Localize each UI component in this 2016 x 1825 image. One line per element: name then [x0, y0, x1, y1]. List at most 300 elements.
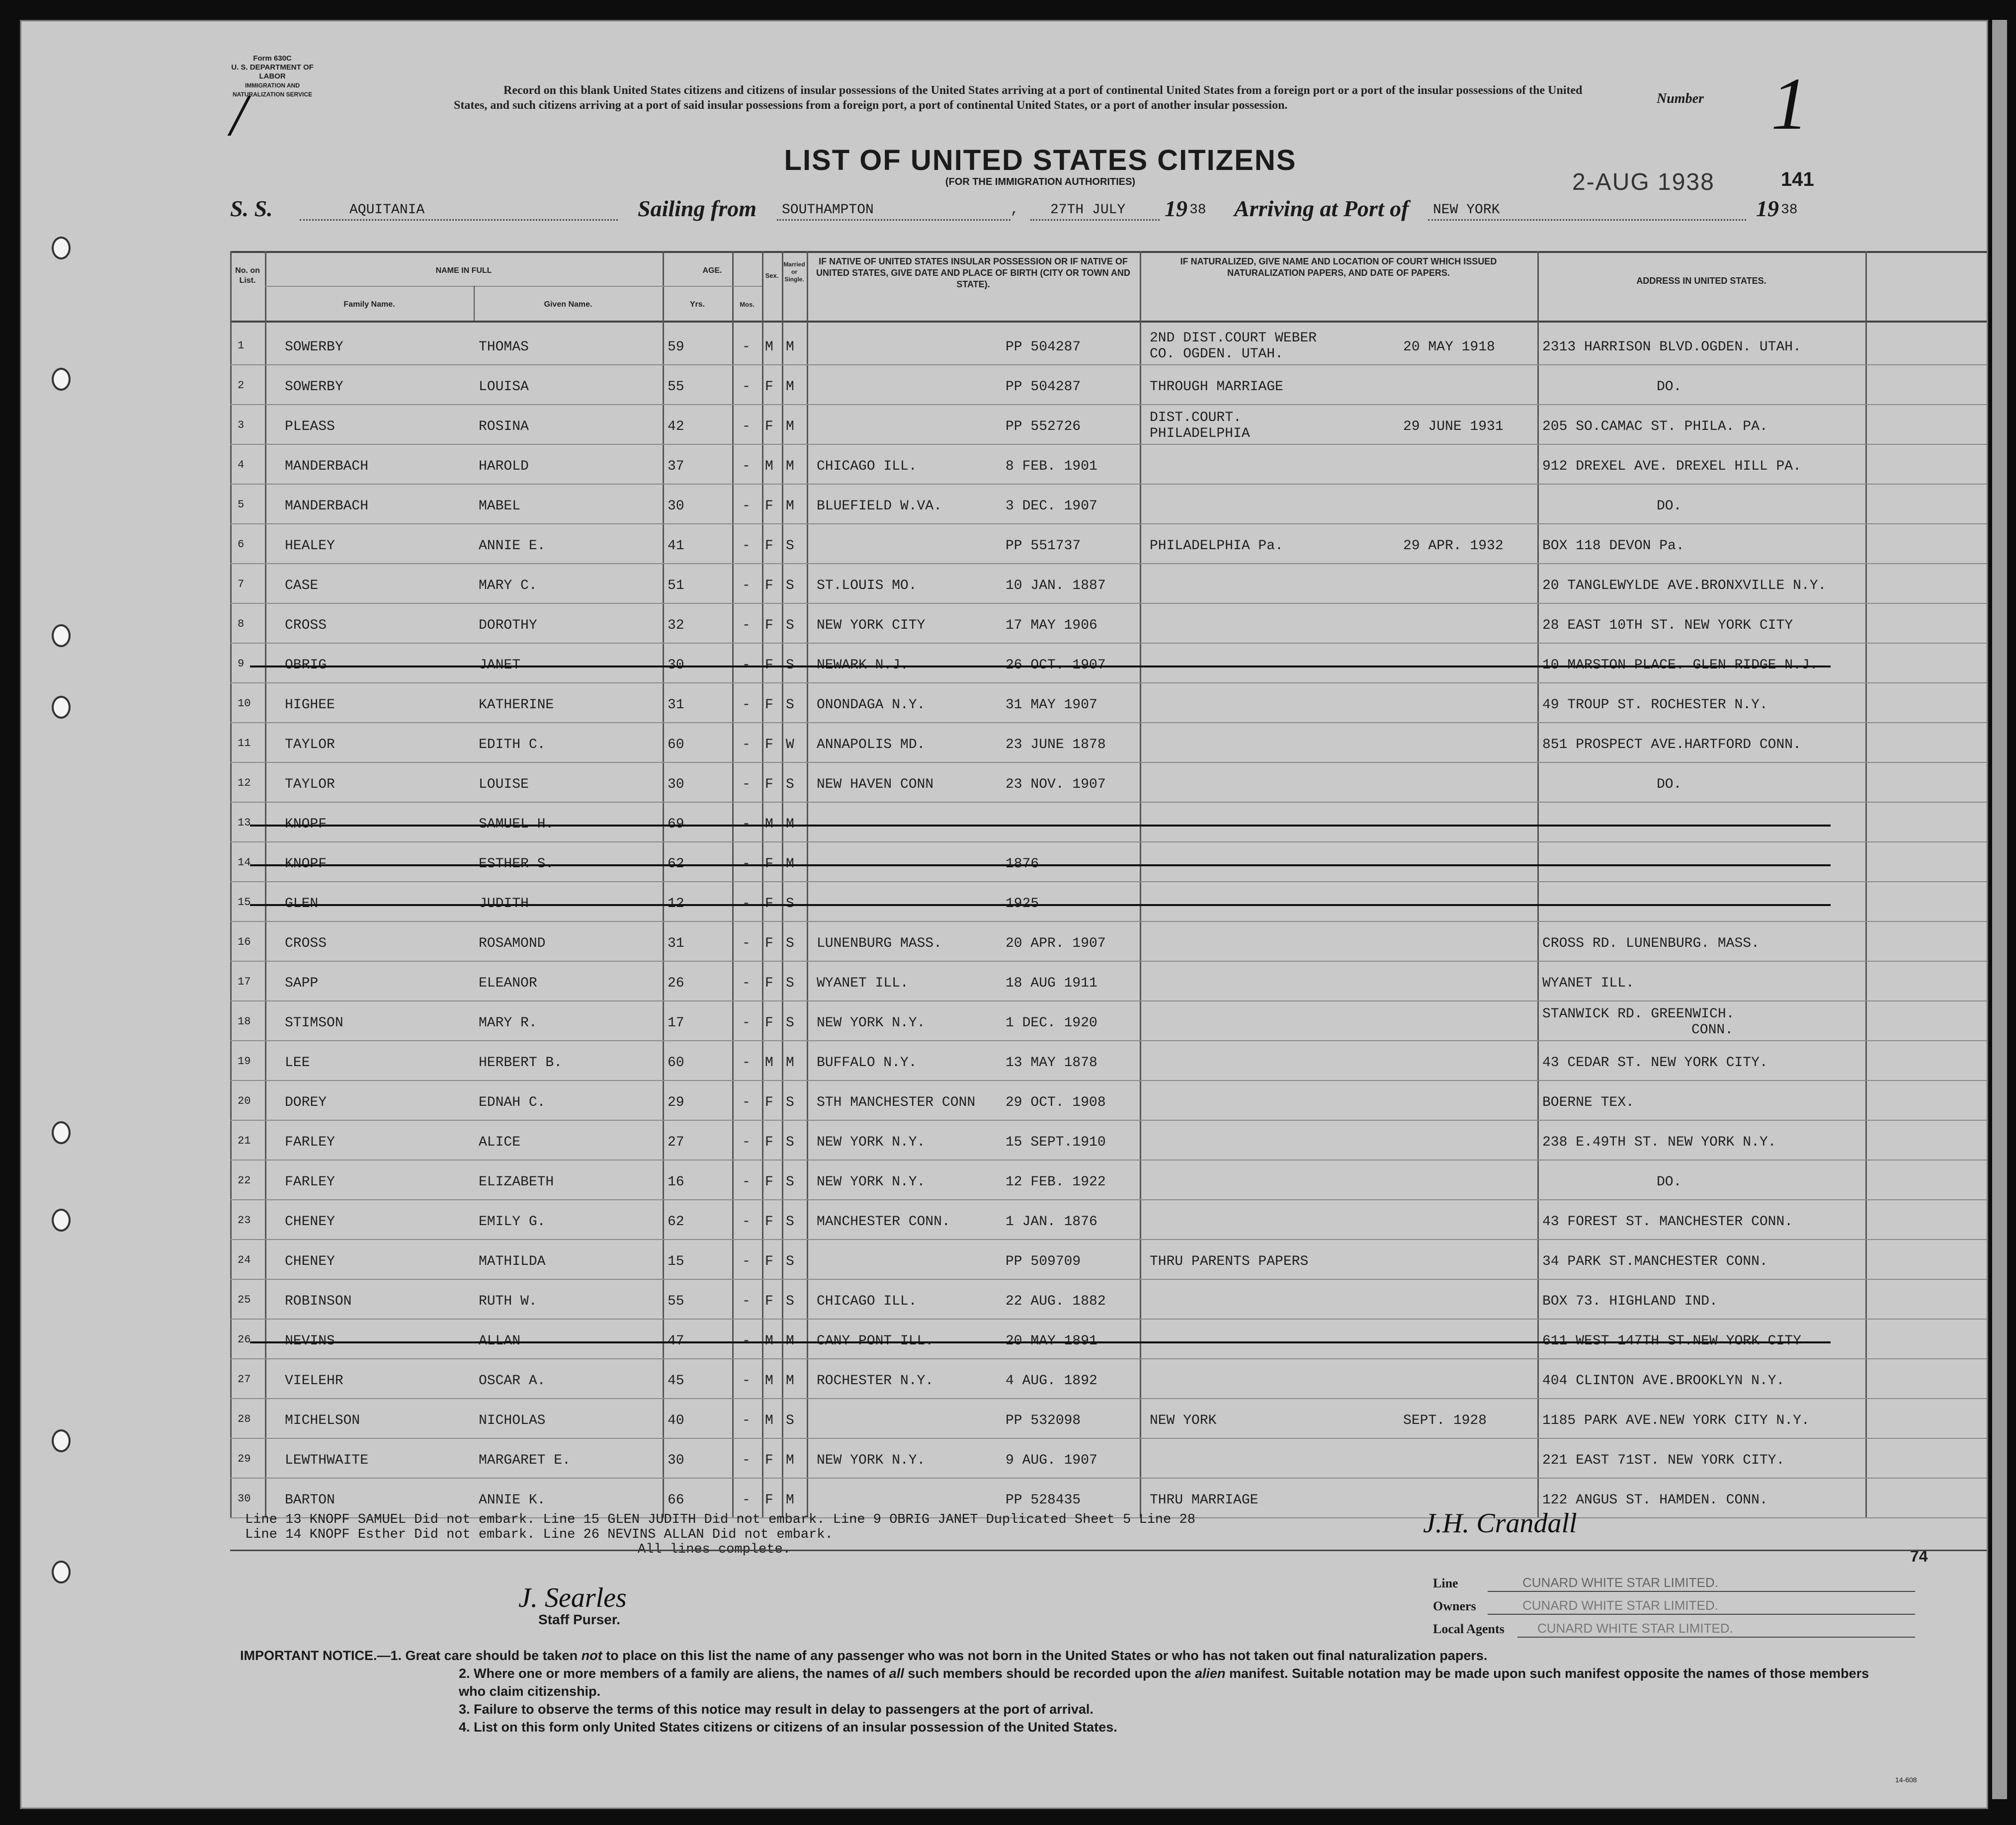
table-row [230, 564, 1988, 604]
given-name: MATHILDA [479, 1254, 546, 1269]
naturalization-court: THRU MARRIAGE [1150, 1493, 1259, 1508]
age-years: 16 [668, 1174, 684, 1190]
sailing-from-label: Sailing from [638, 196, 757, 221]
birth-date: 4 AUG. 1892 [1006, 1373, 1097, 1389]
family-name: CROSS [285, 936, 327, 951]
family-name: CHENEY [285, 1254, 335, 1269]
given-name: MARY R. [479, 1015, 537, 1031]
arriving-label: Arriving at Port of [1234, 196, 1409, 221]
table-row [230, 644, 1988, 683]
naturalization-court: 2ND DIST.COURT WEBER [1150, 331, 1317, 346]
age-years: 27 [668, 1135, 684, 1150]
marital-status: M [786, 459, 794, 474]
row-number: 15 [238, 896, 251, 909]
family-name: VIELEHR [285, 1373, 343, 1389]
naturalization-court: PHILADELPHIA Pa. [1150, 538, 1283, 554]
naturalization-court: DIST.COURT. [1150, 410, 1242, 425]
table-row [230, 1399, 1988, 1439]
marital-status: M [786, 856, 794, 872]
age-months: - [742, 1055, 751, 1071]
address: 49 TROUP ST. ROCHESTER N.Y. [1542, 697, 1768, 713]
birth-date: 22 AUG. 1882 [1006, 1294, 1106, 1309]
table-row [230, 1041, 1988, 1081]
table-row [230, 326, 1988, 365]
marital-status: S [786, 1214, 794, 1230]
given-name: EDITH C. [479, 737, 546, 752]
row-number: 10 [238, 697, 251, 710]
sex: F [765, 1453, 773, 1468]
sex: F [765, 379, 773, 395]
given-name: NICHOLAS [479, 1413, 546, 1428]
family-name: CHENEY [285, 1214, 335, 1230]
marital-status: S [786, 777, 794, 792]
marital-status: S [786, 1413, 794, 1428]
birth-date: PP 528435 [1006, 1493, 1081, 1508]
agents-value: CUNARD WHITE STAR LIMITED. [1537, 1621, 1733, 1636]
row-number: 8 [238, 618, 245, 630]
given-name: HAROLD [479, 459, 529, 474]
birth-place: ROCHESTER N.Y. [817, 1373, 934, 1389]
row-number: 11 [238, 737, 251, 749]
given-name: RUTH W. [479, 1294, 537, 1309]
marital-status: M [786, 339, 794, 355]
birth-place: NEW YORK N.Y. [817, 1453, 925, 1468]
age-months: - [742, 697, 751, 713]
header-family-name: Family Name. [343, 300, 395, 309]
family-name: ROBINSON [285, 1294, 352, 1309]
address: 28 EAST 10TH ST. NEW YORK CITY [1542, 618, 1793, 633]
address: BOERNE TEX. [1542, 1095, 1634, 1110]
sex: F [765, 578, 773, 593]
age-months: - [742, 856, 751, 872]
marital-status: S [786, 1174, 794, 1190]
table-row [230, 922, 1988, 962]
birth-date: 8 FEB. 1901 [1006, 459, 1097, 474]
birth-date: 3 DEC. 1907 [1006, 498, 1097, 514]
table-row [230, 485, 1988, 524]
row-number: 9 [238, 658, 245, 670]
age-years: 69 [668, 817, 684, 832]
family-name: TAYLOR [285, 737, 335, 752]
birth-place: ONONDAGA N.Y. [817, 697, 925, 713]
age-months: - [742, 578, 751, 593]
address: CROSS RD. LUNENBURG. MASS. [1542, 936, 1760, 951]
row-number: 27 [238, 1373, 251, 1386]
sex: F [765, 1095, 773, 1110]
purser-signature: J. Searles [518, 1582, 627, 1613]
family-name: GLEN [285, 896, 319, 912]
table-row [230, 723, 1988, 763]
address: DO. [1657, 498, 1682, 514]
arrival-date-stamp: 2-AUG 1938 [1572, 169, 1715, 195]
birth-date: 20 MAY 1891 [1006, 1333, 1097, 1349]
age-months: - [742, 459, 751, 474]
family-name: BARTON [285, 1493, 335, 1508]
arriving-port: NEW YORK [1433, 202, 1500, 218]
table-row [230, 962, 1988, 1001]
passenger-table [230, 251, 1988, 1518]
strike-through-line [250, 864, 1831, 866]
sex: F [765, 856, 773, 872]
given-name: ALLAN [479, 1333, 521, 1349]
birth-place: ST.LOUIS MO. [817, 578, 917, 593]
number-label: Number [1657, 91, 1704, 106]
age-years: 32 [668, 618, 684, 633]
handwritten-initials: J.H. Crandall [1423, 1508, 1577, 1539]
punch-hole [52, 1121, 71, 1144]
row-number: 29 [238, 1453, 251, 1465]
given-name: ALICE [479, 1135, 521, 1150]
strike-through-line [250, 665, 1831, 667]
table-row [230, 763, 1988, 803]
marital-status: S [786, 1015, 794, 1031]
given-name: HERBERT B. [479, 1055, 563, 1071]
age-months: - [742, 976, 751, 991]
family-name: LEE [285, 1055, 310, 1071]
given-name: KATHERINE [479, 697, 554, 713]
arrival-year: 38 [1781, 202, 1798, 218]
form-number: Form 630C [253, 54, 292, 63]
given-name: ROSINA [479, 419, 529, 434]
birth-date: 17 MAY 1906 [1006, 618, 1097, 633]
address: BOX 118 DEVON Pa. [1542, 538, 1684, 554]
age-years: 29 [668, 1095, 684, 1110]
marital-status: S [786, 1294, 794, 1309]
age-months: - [742, 817, 751, 832]
birth-date: 26 OCT. 1907 [1006, 658, 1106, 673]
notice-3: 3. Failure to observe the terms of this notice may result in delay to passengers at the port of arrival. [459, 1702, 1093, 1717]
table-row [230, 1161, 1988, 1200]
sex: F [765, 1493, 773, 1508]
age-months: - [742, 419, 751, 434]
age-years: 30 [668, 1453, 684, 1468]
sailing-port: SOUTHAMPTON [782, 202, 874, 218]
sex: F [765, 538, 773, 554]
age-months: - [742, 618, 751, 633]
marital-status: S [786, 578, 794, 593]
remarks-line-2: Line 14 KNOPF Esther Did not embark. Line 26 NEVINS ALLAN Did not embark. [245, 1527, 833, 1542]
header-address: ADDRESS IN UNITED STATES. [1636, 276, 1766, 286]
row-number: 1 [238, 339, 245, 352]
birth-place: CHICAGO ILL. [817, 1294, 917, 1309]
family-name: KNOPF [285, 856, 327, 872]
header-sex: Sex. [765, 272, 779, 279]
age-months: - [742, 737, 751, 752]
marital-status: M [786, 1453, 794, 1468]
address: 205 SO.CAMAC ST. PHILA. PA. [1542, 419, 1768, 434]
sex: F [765, 976, 773, 991]
header-age: AGE. [702, 266, 722, 275]
given-name: DOROTHY [479, 618, 537, 633]
given-name: JANET [479, 658, 521, 673]
family-name: SAPP [285, 976, 319, 991]
age-months: - [742, 936, 751, 951]
address: 2313 HARRISON BLVD.OGDEN. UTAH. [1542, 339, 1801, 355]
address: 238 E.49TH ST. NEW YORK N.Y. [1542, 1135, 1776, 1150]
address: DO. [1657, 777, 1682, 792]
sex: F [765, 936, 773, 951]
sex: F [765, 1174, 773, 1190]
header-mos: Mos. [740, 301, 755, 308]
punch-hole [52, 237, 71, 259]
important-notice: IMPORTANT NOTICE.—1. Great care should be taken not to place on this list the name of any passenger who was not born in the United States or who has not taken out final naturalization papers. 2. Where one or more members of a family are aliens, the names of all such members should be recorded upon the alien manifest. Suitable notation may be made upon such manifest opposite the names of those members who claim citizenship. 3. Failure to observe the terms of this notice may result in delay to passengers at the port of arrival. 4. List on this form only United States citizens or citizens of an insular possession of the United States. [240, 1647, 1890, 1736]
department-name: U. S. DEPARTMENT OF LABOR [231, 63, 314, 81]
table-row [230, 842, 1988, 882]
age-years: 41 [668, 538, 684, 554]
age-years: 31 [668, 697, 684, 713]
birth-place: NEW YORK CITY [817, 618, 925, 633]
age-years: 40 [668, 1413, 684, 1428]
row-number: 26 [238, 1333, 251, 1346]
sex: F [765, 1214, 773, 1230]
naturalization-court: THROUGH MARRIAGE [1150, 379, 1283, 395]
age-months: - [742, 538, 751, 554]
row-number: 25 [238, 1294, 251, 1306]
row-number: 12 [238, 777, 251, 789]
address: 221 EAST 71ST. NEW YORK CITY. [1542, 1453, 1785, 1468]
line-value: CUNARD WHITE STAR LIMITED. [1522, 1575, 1718, 1590]
family-name: MICHELSON [285, 1413, 360, 1428]
birth-date: 13 MAY 1878 [1006, 1055, 1097, 1071]
header-naturalized: IF NATURALIZED, GIVE NAME AND LOCATION OF COURT WHICH ISSUED NATURALIZATION PAPERS, AND DATE OF PAPERS. [1180, 256, 1497, 278]
marital-status: S [786, 618, 794, 633]
table-row [230, 803, 1988, 842]
birth-place: LUNENBURG MASS. [817, 936, 942, 951]
age-years: 30 [668, 498, 684, 514]
marital-status: M [786, 1055, 794, 1071]
given-name: LOUISE [479, 777, 529, 792]
table-row [230, 1320, 1988, 1359]
age-years: 45 [668, 1373, 684, 1389]
table-row [230, 683, 1988, 723]
row-number: 18 [238, 1015, 251, 1028]
table-row [230, 1439, 1988, 1479]
birth-date: 18 AUG 1911 [1006, 976, 1097, 991]
given-name: MARY C. [479, 578, 537, 593]
birth-date: 31 MAY 1907 [1006, 697, 1097, 713]
address: STANWICK RD. GREENWICH. [1542, 1006, 1735, 1022]
given-name: EMILY G. [479, 1214, 546, 1230]
birth-date: 15 SEPT.1910 [1006, 1135, 1106, 1150]
row-number: 4 [238, 459, 245, 471]
sex: F [765, 697, 773, 713]
agents-label: Local Agents [1433, 1622, 1505, 1636]
age-months: - [742, 1214, 751, 1230]
family-name: PLEASS [285, 419, 335, 434]
sex: M [765, 459, 773, 474]
address: 43 FOREST ST. MANCHESTER CONN. [1542, 1214, 1793, 1230]
age-years: 59 [668, 339, 684, 355]
given-name: MARGARET E. [479, 1453, 571, 1468]
age-years: 37 [668, 459, 684, 474]
sex: M [765, 339, 773, 355]
marital-status: M [786, 498, 794, 514]
age-years: 12 [668, 896, 684, 912]
family-name: KNOPF [285, 817, 327, 832]
naturalization-court: THRU PARENTS PAPERS [1150, 1254, 1309, 1269]
marital-status: M [786, 1333, 794, 1349]
age-years: 17 [668, 1015, 684, 1031]
sailing-year: 38 [1189, 202, 1206, 218]
age-months: - [742, 1453, 751, 1468]
owners-value: CUNARD WHITE STAR LIMITED. [1522, 1598, 1718, 1613]
birth-place: BUFFALO N.Y. [817, 1055, 917, 1071]
age-years: 26 [668, 976, 684, 991]
sex: M [765, 817, 773, 832]
manifest-sheet: Form 630C U. S. DEPARTMENT OF LABOR IMMIGRATION AND NATURALIZATION SERVICE / Record on this blank United States citizens and citizens of insular possessions of the United States arriving at a port of continental United States from a foreign port or a port of the insular possessions of the United States, and such citizens arriving at a port of said insular possessions from a foreign port, a port of continental United States, or a port of another insular possession. Number 1 141 LIST OF UNITED STATES CITIZENS (FOR THE IMMIGRATION AUTHORITIES) S. S. AQUITANIA Sailing from SOUTHAMPTON , 27TH JULY 19 38 Arriving at Port of NEW YORK 19 38 2-AUG 1938 No. on List. NAME IN FULL Family Name. Given Name. AGE. Yrs. Mos. Sex. Married or Single. IF NATIVE OF UNITED STATES INSULAR POSSESSION OR IF NATIVE OF UNITED STATES, GIVE DATE AND PLACE OF BIRTH (CITY OR TOWN AND STATE). IF NATURALIZED, GIVE NAME AND LOCATION OF COURT WHICH ISSUED NATURALIZATION PAPERS, AND DATE OF PAPERS. ADDRESS IN UNITED STATES. 1 SOWERBY THOMAS 59 - M M PP 504287 2ND DIST.COURT WEBER 20 MAY 1918 2313 HARRISON BLVD.OGDEN. UTAH. CO. OGDEN. UTAH. 2 SOWERBY LOUISA 55 - F M PP 504287 THROUGH MARRIAGE DO. 3 PLEASS ROSINA 42 - F M PP 552726 DIST.COURT. 29 JUNE 1931 205 SO.CAMAC ST. PHILA. PA. PHILADELPHIA 4 MANDERBACH HAROLD 37 - M M CHICAGO ILL. 8 FEB. 1901 912 DREXEL AVE. DREXEL HILL PA. 5 MANDERBACH MABEL 30 - F M BLUEFIELD W.VA. 3 DEC. 1907 DO. 6 HEALEY ANNIE E. 41 - F S PP 551737 PHILADELPHIA Pa. 29 APR. 1932 BOX 118 DEVON Pa. 7 CASE MARY C. 51 - F S ST.LOUIS MO. 10 JAN. 1887 20 TANGLEWYLDE AVE.BRONXVILLE N.Y. 8 CROSS DOROTHY 32 - F S NEW YORK CITY 17 MAY 1906 28 EAST 10TH ST. NEW YORK CITY 9 OBRIG JANET 30 - F S NEWARK N.J. 26 OCT. 1907 10 MARSTON PLACE. GLEN RIDGE N.J. 10 HIGHEE KATHERINE 31 - F S ONONDAGA N.Y. 31 MAY 1907 49 TROUP ST. ROCHESTER N.Y. 11 TAYLOR EDITH C. 60 - F W ANNAPOLIS MD. 23 JUNE 1878 851 PROSPECT AVE.HARTFORD CONN. 12 TAYLOR LOUISE 30 - F S NEW HAVEN CONN 23 NOV. 1907 DO. 13 KNOPF SAMUEL H. 69 - M M 14 KNOPF ESTHER S. 62 - F M 1876 15 GLEN JUDITH 12 - F S 1925 16 CROSS ROSAMOND 31 - F S LUNENBURG MASS. 20 APR. 1907 CROSS RD. LUNENBURG. MASS. 17 SAPP ELEANOR 26 - F S WYANET ILL. 18 AUG 1911 WYANET ILL. 18 STIMSON MARY R. 17 - F S NEW YORK N.Y. 1 DEC. 1920 STANWICK RD. GREENWICH. CONN. 19 LEE HERBERT B. 60 - M M BUFFALO N.Y. 13 MAY 1878 43 CEDAR ST. NEW YORK CITY. 20 DOREY EDNAH C. 29 - F S STH MANCHESTER CONN 29 OCT. 1908 BOERNE TEX. 21 FARLEY ALICE 27 - F S NEW YORK N.Y. 15 SEPT.1910 238 E.49TH ST. NEW YORK N.Y. 22 FARLEY ELIZABETH 16 - F S NEW YORK N.Y. 12 FEB. 1922 DO. 23 CHENEY EMILY G. 62 - F S MANCHESTER CONN. 1 JAN. 1876 43 FOREST ST. MANCHESTER CONN. 24 CHENEY MATHILDA 15 - F S PP 509709 THRU PARENTS PAPERS 34 PARK ST.MANCHESTER CONN. 25 ROBINSON RUTH W. 55 - F S CHICAGO ILL. 22 AUG. 1882 BOX 73. HIGHLAND IND. 26 NEVINS ALLAN 47 - M M CANY PONT ILL. 20 MAY 1891 611 WEST 147TH ST.NEW YORK CITY 27 VIELEHR OSCAR A. 45 - M M ROCHESTER N.Y. 4 AUG. 1892 404 CLINTON AVE.BROOKLYN N.Y. 28 MICHELSON NICHOLAS 40 - M S PP 532098 NEW YORK SEPT. 1928 1185 PARK AVE.NEW YORK CITY N.Y. 29 LEWTHWAITE MARGARET E. 30 - F M NEW YORK N.Y. 9 AUG. 1907 221 EAST 71ST. NEW YORK CITY. 30 BARTON ANNIE K. 66 - F M PP 528435 THRU MARRIAGE 122 ANGUS ST. HAMDEN. CONN. Line 13 KNOPF SAMUEL Did not embark. Line 15 GLEN JUDITH Did not embark. Line 9 OBRIG JANET Duplicated Sheet 5 Line 28 Line 14 KNOPF Esther Did not embark. Line 26 NEVINS ALLAN Did not embark. All lines complete. J.H. Crandall 74 J. Searles Staff Purser. Line CUNARD WHITE STAR LIMITED. Owners CUNARD WHITE STAR LIMITED. Local Agents CUNARD WHITE STAR LIMITED. IMPORTANT NOTICE.—1. Great care should be taken not to place on this list the name of any passenger who was not born in the United States or who has not taken out final naturalization papers. 2. Where one or more members of a family are aliens, the names of all such members should be recorded upon the alien manifest. Suitable notation may be made upon such manifest opposite the names of those members who claim citizenship. 3. Failure to observe the terms of this notice may result in delay to passengers at the port of arrival. 4. List on this form only United States citizens or citizens of an insular possession of the United States. 14-608 [20, 20, 1988, 1809]
naturalization-date: 29 JUNE 1931 [1403, 419, 1504, 434]
address: DO. [1657, 1174, 1682, 1190]
arrival-year-prefix: 19 [1756, 196, 1779, 221]
sex: F [765, 1254, 773, 1269]
notice-heading: IMPORTANT NOTICE.— [240, 1648, 391, 1663]
birth-date: PP 504287 [1006, 379, 1081, 395]
table-row [230, 1081, 1988, 1121]
birth-date: 20 APR. 1907 [1006, 936, 1106, 951]
family-name: FARLEY [285, 1174, 335, 1190]
address: 34 PARK ST.MANCHESTER CONN. [1542, 1254, 1768, 1269]
address: 10 MARSTON PLACE. GLEN RIDGE N.J. [1542, 658, 1818, 673]
given-name: SAMUEL H. [479, 817, 554, 832]
birth-date: 12 FEB. 1922 [1006, 1174, 1106, 1190]
given-name: THOMAS [479, 339, 529, 355]
sailing-date: 27TH JULY [1050, 202, 1126, 218]
header-name-in-full: NAME IN FULL [435, 266, 492, 275]
header-given-name: Given Name. [544, 300, 592, 309]
marital-status: S [786, 1095, 794, 1110]
row-number: 6 [238, 538, 245, 551]
row-number: 3 [238, 419, 245, 431]
table-row [230, 1359, 1988, 1399]
page-title: LIST OF UNITED STATES CITIZENS [784, 144, 1297, 176]
marital-status: M [786, 419, 794, 434]
given-name: ESTHER S. [479, 856, 554, 872]
line-label: Line [1433, 1576, 1458, 1590]
header-birth: IF NATIVE OF UNITED STATES INSULAR POSSESSION OR IF NATIVE OF UNITED STATES, GIVE DATE AND PLACE OF BIRTH (CITY OR TOWN AND STATE). [816, 256, 1130, 289]
age-months: - [742, 1294, 751, 1309]
owners-label: Owners [1433, 1599, 1476, 1613]
birth-place: CHICAGO ILL. [817, 459, 917, 474]
birth-place: CANY PONT ILL. [817, 1333, 934, 1349]
ss-label: S. S. [230, 196, 273, 221]
age-months: - [742, 1174, 751, 1190]
naturalization-date: 29 APR. 1932 [1403, 538, 1504, 554]
sex: F [765, 896, 773, 912]
birth-date: 23 NOV. 1907 [1006, 777, 1106, 792]
line-count: 74 [1910, 1547, 1928, 1565]
strike-through-line [250, 825, 1831, 827]
sex: F [765, 618, 773, 633]
table-row [230, 1200, 1988, 1240]
sex: F [765, 498, 773, 514]
birth-date: 1 DEC. 1920 [1006, 1015, 1097, 1031]
marital-status: M [786, 817, 794, 832]
notice-4: 4. List on this form only United States citizens or citizens of an insular possession of the United States. [459, 1720, 1117, 1735]
birth-place: MANCHESTER CONN. [817, 1214, 950, 1230]
form-code: 14-608 [1895, 1776, 1917, 1784]
given-name: ELEANOR [479, 976, 537, 991]
naturalization-date: SEPT. 1928 [1403, 1413, 1487, 1428]
naturalization-court-line-2: CO. OGDEN. UTAH. [1150, 346, 1283, 362]
address: DO. [1657, 379, 1682, 395]
age-years: 60 [668, 737, 684, 752]
family-name: HIGHEE [285, 697, 335, 713]
address-line-2: CONN. [1691, 1022, 1734, 1038]
given-name: ELIZABETH [479, 1174, 554, 1190]
birth-place: STH MANCHESTER CONN [817, 1095, 976, 1110]
family-name: TAYLOR [285, 777, 335, 792]
given-name: EDNAH C. [479, 1095, 546, 1110]
punch-hole [52, 1209, 71, 1232]
age-years: 55 [668, 379, 684, 395]
table-row [230, 1240, 1988, 1280]
birth-date: 10 JAN. 1887 [1006, 578, 1106, 593]
sex: F [765, 419, 773, 434]
row-number: 5 [238, 498, 245, 511]
birth-place: NEW YORK N.Y. [817, 1174, 925, 1190]
family-name: CASE [285, 578, 319, 593]
birth-place: NEW HAVEN CONN [817, 777, 934, 792]
table-row [230, 882, 1988, 922]
row-number: 20 [238, 1095, 251, 1107]
address: 404 CLINTON AVE.BROOKLYN N.Y. [1542, 1373, 1785, 1389]
table-row [230, 1121, 1988, 1161]
age-years: 42 [668, 419, 684, 434]
age-months: - [742, 1373, 751, 1389]
table-row [230, 1001, 1988, 1041]
given-name: MABEL [479, 498, 521, 514]
birth-date: 1876 [1006, 856, 1039, 872]
family-name: LEWTHWAITE [285, 1453, 369, 1468]
naturalization-date: 20 MAY 1918 [1403, 339, 1495, 355]
row-number: 13 [238, 817, 251, 829]
age-months: - [742, 777, 751, 792]
family-name: HEALEY [285, 538, 335, 554]
age-months: - [742, 658, 751, 673]
sex: F [765, 1135, 773, 1150]
age-years: 15 [668, 1254, 684, 1269]
naturalization-court-line-2: PHILADELPHIA [1150, 426, 1250, 441]
address: 20 TANGLEWYLDE AVE.BRONXVILLE N.Y. [1542, 578, 1827, 593]
punch-hole [52, 1561, 71, 1583]
age-months: - [742, 1135, 751, 1150]
header-yrs: Yrs. [689, 300, 705, 309]
marital-status: W [786, 737, 794, 752]
birth-date: PP 532098 [1006, 1413, 1081, 1428]
row-number: 30 [238, 1493, 251, 1505]
age-months: - [742, 379, 751, 395]
marital-status: M [786, 1493, 794, 1508]
sex: M [765, 1373, 773, 1389]
service-name: IMMIGRATION AND NATURALIZATION SERVICE [232, 82, 312, 98]
sex: M [765, 1413, 773, 1428]
age-months: - [742, 1095, 751, 1110]
sex: F [765, 1294, 773, 1309]
sex: F [765, 1015, 773, 1031]
strike-through-line [250, 1341, 1831, 1343]
birth-place: BLUEFIELD W.VA. [817, 498, 942, 514]
birth-place: NEW YORK N.Y. [817, 1135, 925, 1150]
address: 43 CEDAR ST. NEW YORK CITY. [1542, 1055, 1768, 1071]
address: BOX 73. HIGHLAND IND. [1542, 1294, 1718, 1309]
age-years: 30 [668, 658, 684, 673]
address: 912 DREXEL AVE. DREXEL HILL PA. [1542, 459, 1801, 474]
address: 1185 PARK AVE.NEW YORK CITY N.Y. [1542, 1413, 1810, 1428]
header-no: No. on List. [235, 266, 260, 285]
given-name: LOUISA [479, 379, 529, 395]
birth-date: PP 551737 [1006, 538, 1081, 554]
marital-status: M [786, 379, 794, 395]
